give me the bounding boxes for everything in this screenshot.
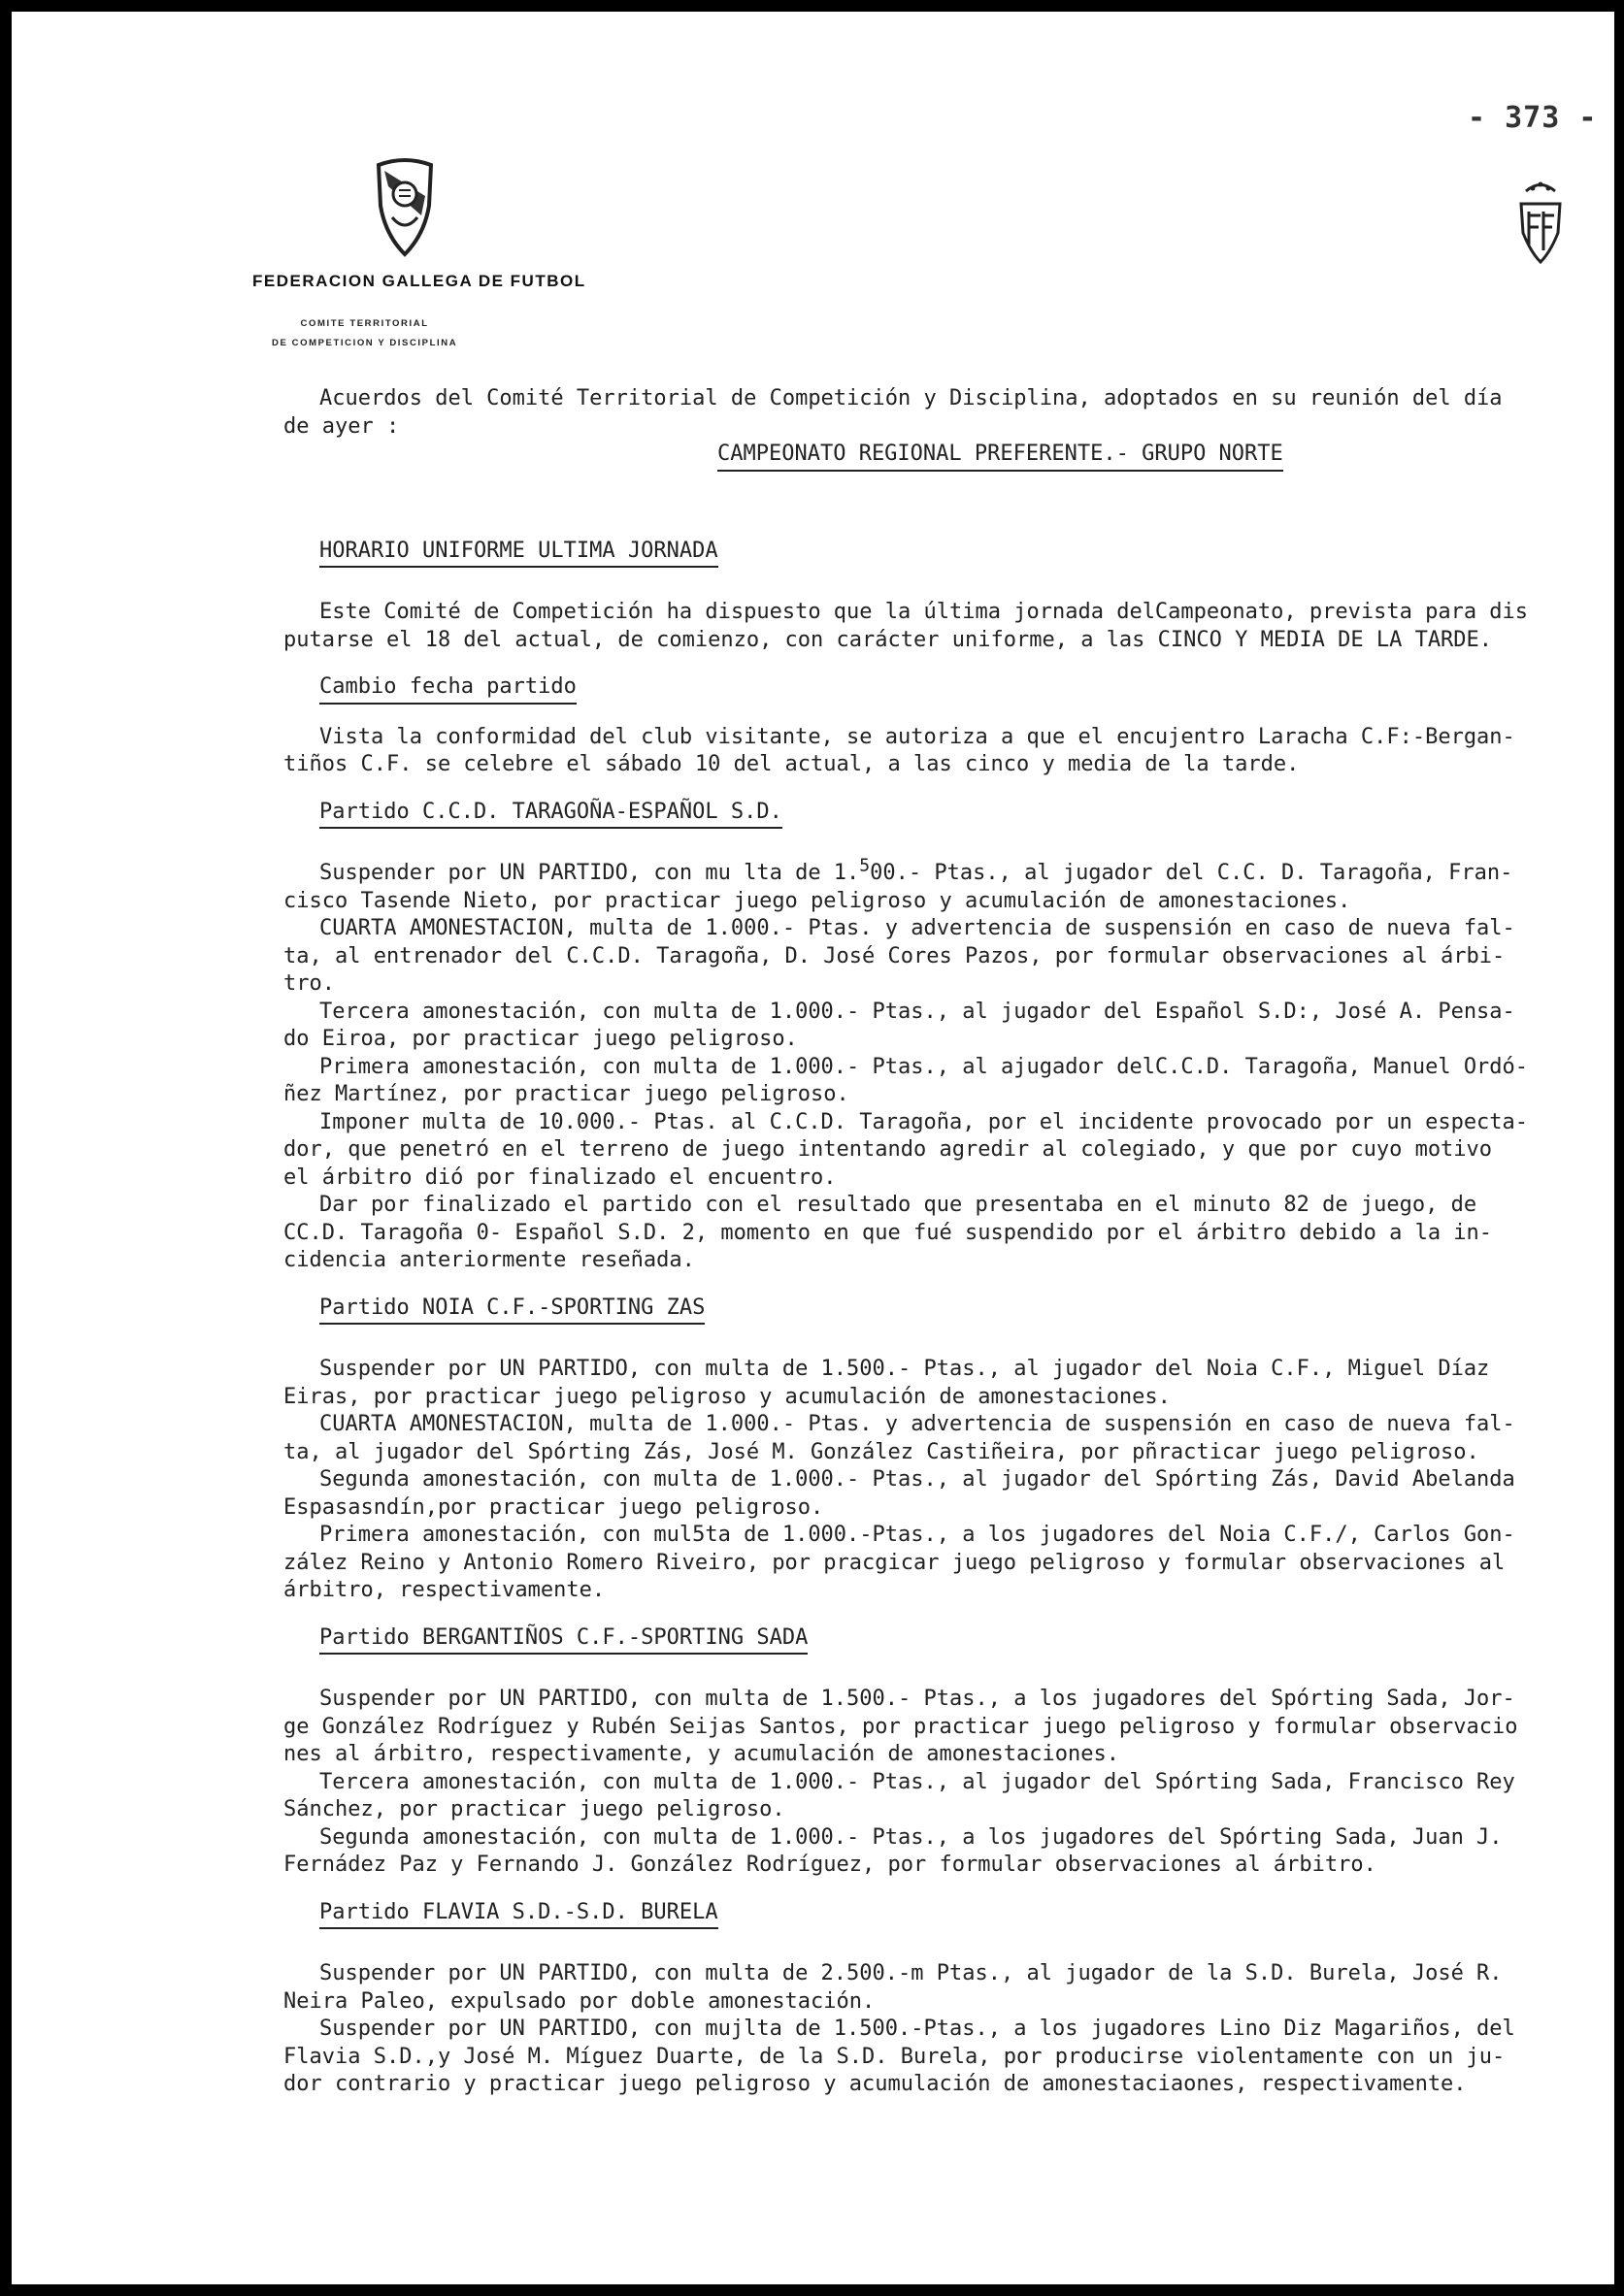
paragraph-line: CUARTA AMONESTACION, multa de 1.000.- Ptas. y advertencia de suspensión en caso de nueva fal-: [319, 916, 1515, 940]
section-flavia-burela: [283, 1899, 1594, 2099]
paragraph-line: el árbitro dió por finalizado el encuentro.: [283, 1164, 837, 1190]
paragraph-line: Tercera amonestación, con multa de 1.000.- Ptas., al jugador del Español S.D:, José A. Pensa-: [319, 999, 1515, 1024]
paragraph-line: Suspender por UN PARTIDO, con multa de 2.500.-m Ptas., al jugador de la S.D. Burela, José R.: [319, 1961, 1503, 1985]
paragraph-line: ñez Martínez, por practicar juego peligroso.: [283, 1082, 849, 1106]
paragraph-line: Imponer multa de 10.000.- Ptas. al C.C.D. Taragoña, por el incidente provocado por un especta-: [319, 1109, 1529, 1134]
paragraph-line: árbitro, respectivamente.: [283, 1578, 606, 1602]
paragraph-line: [283, 855, 1594, 888]
championship-title-row: [283, 441, 1594, 472]
section-heading-cambio-fecha: Cambio fecha partido: [319, 673, 577, 705]
section-heading-horario: HORARIO UNIFORME ULTIMA JORNADA: [319, 538, 718, 569]
section-heading-noia-zas: Partido NOIA C.F.-SPORTING ZAS: [319, 1295, 705, 1326]
paragraph-line: dor contrario y practicar juego peligroso y acumulación de amonestaciaones, respectivamente.: [283, 2072, 1467, 2096]
paragraph-line: Neira Paleo, expulsado por doble amonestación.: [283, 1988, 876, 2014]
paragraph-line: Primera amonestación, con mul5ta de 1.000.-Ptas., a los jugadores del Noia C.F./, Carlos Gon-: [319, 1523, 1515, 1547]
section-bergantinos-sada: [283, 1624, 1594, 1880]
paragraph-line: cisco Tasende Nieto, por practicar juego peligroso y acumulación de amonestaciones.: [283, 888, 1351, 913]
paragraph-line: Dar por finalizado el partido con el resultado que presentaba en el minuto 82 de juego, de: [319, 1193, 1477, 1217]
paragraph-line: ta, al jugador del Spórting Zás, José M. González Castiñeira, por pñracticar juego peligroso.: [283, 1439, 1479, 1464]
paragraph-line: tro.: [283, 971, 335, 996]
committee-line-1: COMITE TERRITORIAL: [300, 318, 429, 329]
document-body: [283, 385, 1594, 2099]
paragraph-line: CC.D. Taragoña 0- Español S.D. 2, momento en que fué suspendido por el árbitro debido a la in-: [283, 1220, 1493, 1245]
paragraph-line: Tercera amonestación, con multa de 1.000.- Ptas., al jugador del Spórting Sada, Francisco Rey: [319, 1769, 1515, 1794]
section-taragona-espanol: [283, 799, 1594, 1275]
paragraph-line: Espasasndín,por practicar juego peligroso.: [283, 1494, 824, 1520]
page-number: - 373 -: [1468, 101, 1598, 135]
text-fragment: Suspender por UN PARTIDO, con mu lta de 1.: [319, 861, 860, 885]
document-page: [12, 12, 1614, 2284]
paragraph-line: zález Reino y Antonio Romero Riveiro, por pracgicar juego peligroso y formular observaciones al: [283, 1550, 1506, 1575]
rfef-crest-logo: [1511, 177, 1570, 269]
federation-name: FEDERACION GALLEGA DE FUTBOL: [252, 272, 586, 290]
paragraph-line: Primera amonestación, con multa de 1.000.- Ptas., al ajugador delC.C.D. Taragoña, Manuel Ordó-: [319, 1054, 1529, 1079]
section-cambio-fecha: [283, 673, 1594, 779]
paragraph-line: nes al árbitro, respectivamente, y acumulación de amonestaciones.: [283, 1742, 1119, 1766]
federation-shield-logo: [371, 157, 439, 259]
paragraph-line: Sánchez, por practicar juego peligroso.: [283, 1797, 785, 1821]
section-heading-bergantinos-sada: Partido BERGANTIÑOS C.F.-SPORTING SADA: [319, 1624, 808, 1656]
paragraph-line: ta, al entrenador del C.C.D. Taragoña, D. José Cores Pazos, por formular observaciones al árbi-: [283, 943, 1506, 968]
paragraph-line: Vista la conformidad del club visitante, se autoriza a que el encujentro Laracha C.F:-Bergan-: [319, 724, 1515, 749]
intro-line-1: Acuerdos del Comité Territorial de Competición y Disciplina, adoptados en su reunión del día: [319, 386, 1503, 410]
paragraph-line: do Eiroa, por practicar juego peligroso.: [283, 1027, 798, 1051]
paragraph-line: CUARTA AMONESTACION, multa de 1.000.- Ptas. y advertencia de suspensión en caso de nueva fal-: [319, 1412, 1515, 1436]
paragraph-line: Segunda amonestación, con multa de 1.000.- Ptas., al jugador del Spórting Zás, David Abelanda: [319, 1467, 1515, 1492]
paragraph-line: Suspender por UN PARTIDO, con multa de 1.500.- Ptas., al jugador del Noia C.F., Miguel Díaz: [319, 1357, 1490, 1381]
championship-title: CAMPEONATO REGIONAL PREFERENTE.- GRUPO NORTE: [717, 441, 1283, 472]
paragraph-line: Suspender por UN PARTIDO, con multa de 1.500.- Ptas., a los jugadores del Spórting Sada, Jor-: [319, 1687, 1515, 1711]
section-heading-flavia-burela: Partido FLAVIA S.D.-S.D. BURELA: [319, 1899, 718, 1930]
committee-subtitle: [272, 314, 457, 353]
committee-line-2: DE COMPETICION Y DISCIPLINA: [272, 338, 458, 348]
section-heading-taragona-espanol: Partido C.C.D. TARAGOÑA-ESPAÑOL S.D.: [319, 799, 782, 830]
paragraph-line: Flavia S.D.,y José M. Míguez Duarte, de la S.D. Burela, por producirse violentamente con un ju-: [283, 2044, 1506, 2069]
section-horario: [283, 538, 1594, 655]
superscript-digit: 5: [859, 855, 871, 876]
paragraph-line: Eiras, por practicar juego peligroso y acumulación de amonestaciones.: [283, 1384, 1171, 1409]
paragraph-line: cidencia anteriormente reseñada.: [283, 1248, 695, 1272]
intro-line-2: de ayer :: [283, 413, 400, 439]
paragraph-line: putarse el 18 del actual, de comienzo, con carácter uniforme, a las CINCO Y MEDIA DE LA TARDE.: [283, 627, 1493, 652]
text-fragment: 00.- Ptas., al jugador del C.C. D. Taragoña, Fran-: [870, 861, 1513, 885]
paragraph-line: ge González Rodríguez y Rubén Seijas Santos, por practicar juego peligroso y formular observacio: [283, 1714, 1518, 1739]
paragraph-line: Segunda amonestación, con multa de 1.000.- Ptas., a los jugadores del Spórting Sada, Juan J.: [319, 1824, 1503, 1850]
paragraph-line: Este Comité de Competición ha dispuesto que la última jornada delCampeonato, prevista para dis: [319, 600, 1529, 624]
paragraph-line: Fernádez Paz y Fernando J. González Rodríguez, por formular observaciones al árbitro.: [283, 1853, 1376, 1877]
paragraph-line: Suspender por UN PARTIDO, con mujlta de 1.500.-Ptas., a los jugadores Lino Diz Magariños, del: [319, 2017, 1515, 2041]
paragraph-line: dor, que penetró en el terreno de juego intentando agredir al colegiado, y que por cuyo motivo: [283, 1137, 1493, 1162]
section-noia-zas: [283, 1295, 1594, 1605]
paragraph-line: tiños C.F. se celebre el sábado 10 del actual, a las cinco y media de la tarde.: [283, 752, 1300, 776]
